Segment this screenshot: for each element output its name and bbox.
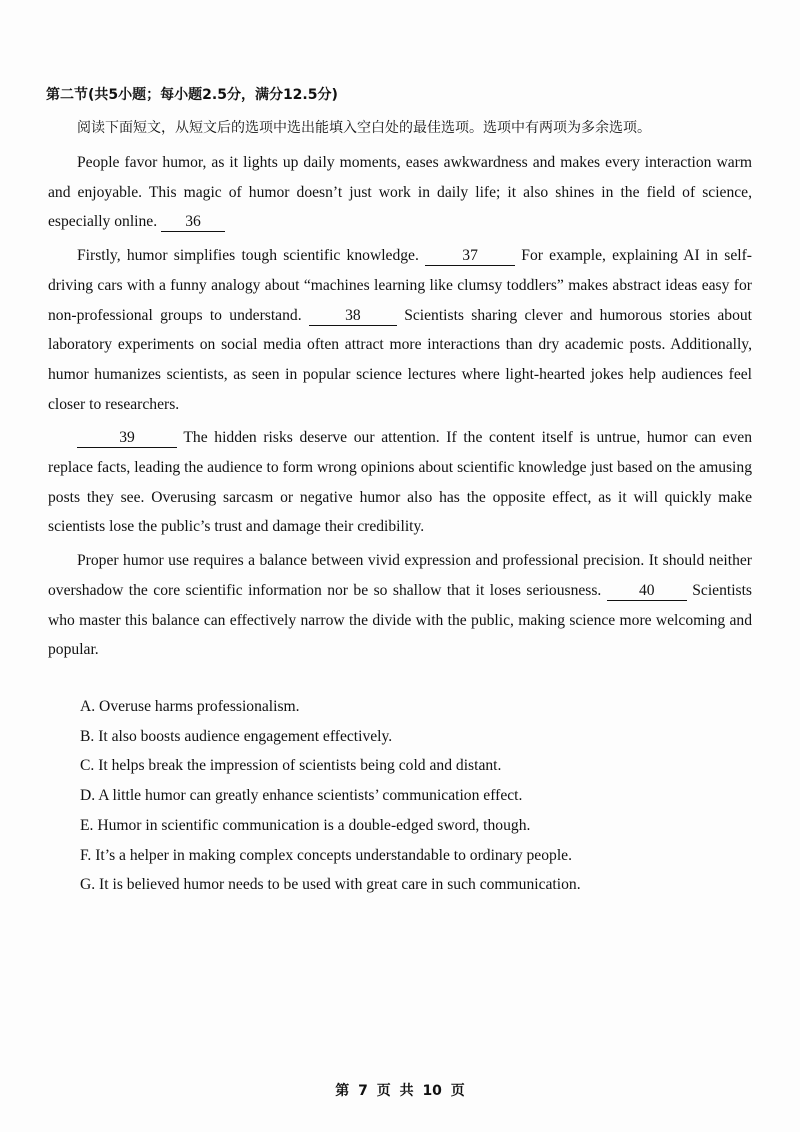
passage-paragraph-4 [48,546,752,665]
blank-number: 38 [345,306,361,324]
page-number-footer: 第 7 页 共 10 页 [335,1083,465,1099]
paragraph-text: Firstly, humor simplifies tough scientific knowledge. [77,247,426,265]
passage-paragraph-1 [48,148,752,237]
paragraph-text: People favor humor, as it lights up daily moments, eases awkwardness and makes every interaction warm and enjoyable. This magic of humor doesn’t just work in daily life; it also shines in the field of science, especially online. [48,154,752,231]
option-f[interactable]: F. It’s a helper in making complex concepts understandable to ordinary people. [80,846,572,864]
blank-number: 36 [185,213,201,231]
paragraph-text: For example, explaining AI in self-driving cars with a funny analogy about “machines learning like clumsy toddlers” makes abstract ideas easy for non-professional groups to understand. [48,247,752,324]
blank-37[interactable] [425,247,515,266]
paragraph-text: The hidden risks deserve our attention. If the content itself is untrue, humor can even replace facts, leading the audience to form wrong opinions about scientific knowledge just based on the amusing posts they see. Overusing sarcasm or negative humor also has the opposite effect, as it will quickly make scientists lose the public’s trust and damage their credibility. [48,429,752,536]
paragraph-text: Proper humor use requires a balance between vivid expression and professional precision. It should neither overshadow the core scientific information nor be so shallow that it loses seriousness. [48,552,752,599]
option-c[interactable]: C. It helps break the impression of scientists being cold and distant. [80,757,502,775]
paragraph-text: Scientists sharing clever and humorous stories about laboratory experiments on social media often attract more interactions than dry academic posts. Additionally, humor humanizes scientists, as seen in popular science lectures where light-hearted jokes help audiences feel closer to researchers. [48,306,752,413]
option-a[interactable]: A. Overuse harms professionalism. [80,698,300,715]
option-b[interactable]: B. It also boosts audience engagement effectively. [80,727,393,745]
section-instruction: 阅读下面短文，从短文后的选项中选出能填入空白处的最佳选项。选项中有两项为多余选项。 [77,120,651,136]
blank-number: 39 [119,429,135,447]
blank-38[interactable] [309,307,397,326]
blank-number: 37 [462,247,478,265]
blank-number: 40 [638,581,655,599]
section-heading: 第二节(共5小题；每小题2.5分，满分12.5分) [46,87,338,103]
passage-paragraph-3 [48,423,752,542]
option-d[interactable]: D. A little humor can greatly enhance scientists’ communication effect. [80,787,523,805]
answer-options [80,692,760,900]
reading-passage [48,148,752,669]
blank-39[interactable] [77,429,177,448]
passage-paragraph-2 [48,241,752,419]
paragraph-text: Scientists who master this balance can effectively narrow the divide with the public, making science more welcoming and popular. [48,581,752,659]
option-g[interactable]: G. It is believed humor needs to be used with great care in such communication. [80,876,581,894]
blank-40[interactable] [607,582,687,601]
option-e[interactable]: E. Humor in scientific communication is a double-edged sword, though. [80,816,531,834]
blank-36[interactable] [161,213,225,232]
